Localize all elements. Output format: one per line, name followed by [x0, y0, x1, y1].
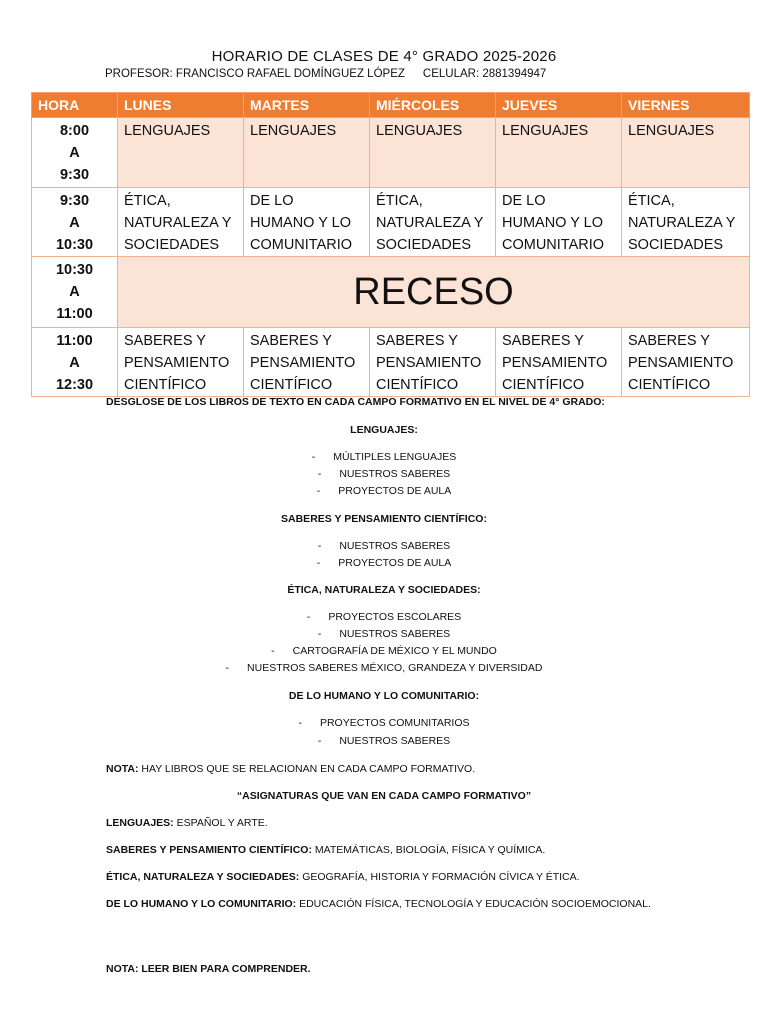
note-label: NOTA:: [106, 763, 139, 775]
note-text: HAY LIBROS QUE SE RELACIONAN EN CADA CAMPO FORMATIVO.: [138, 763, 476, 775]
hour-start: 10:30: [55, 262, 94, 278]
column-header-tuesday: MARTES: [244, 93, 370, 118]
class-name-line: SABERES Y: [502, 333, 584, 349]
class-cell: [622, 328, 750, 397]
book-name: NUESTROS SABERES: [339, 628, 451, 640]
subject-line: [106, 898, 651, 910]
book-list-item: - PROYECTOS COMUNITARIOS: [298, 717, 470, 729]
class-name-line: PENSAMIENTO: [250, 355, 356, 371]
book-list-item: - NUESTROS SABERES: [317, 540, 451, 552]
subject-list: MATEMÁTICAS, BIOLOGÍA, FÍSICA Y QUÍMICA.: [311, 844, 546, 856]
subject-list: EDUCACIÓN FÍSICA, TECNOLOGÍA Y EDUCACIÓN SOCIOEMOCIONAL.: [296, 898, 651, 910]
book-name: CARTOGRAFÍA DE MÉXICO Y EL MUNDO: [292, 645, 497, 657]
class-name-line: CIENTÍFICO: [250, 377, 333, 393]
class-name-line: CIENTÍFICO: [124, 377, 207, 393]
hour-end: 9:30: [59, 167, 90, 183]
class-cell: [118, 188, 244, 257]
hour-start: 8:00: [59, 123, 90, 139]
class-name-line: PENSAMIENTO: [124, 355, 230, 371]
column-header-monday: LUNES: [118, 93, 244, 118]
class-name-line: COMUNITARIO: [502, 237, 605, 253]
final-note: NOTA: LEER BIEN PARA COMPRENDER.: [106, 963, 311, 975]
class-name-line: NATURALEZA Y: [124, 215, 232, 231]
breakdown-intro: DESGLOSE DE LOS LIBROS DE TEXTO EN CADA CAMPO FORMATIVO EN EL NIVEL DE 4° GRADO:: [106, 396, 605, 408]
book-name: MÚLTIPLES LENGUAJES: [333, 451, 457, 463]
subjects-heading: “ASIGNATURAS QUE VAN EN CADA CAMPO FORMATIVO”: [236, 790, 532, 802]
class-name-line: HUMANO Y LO: [502, 215, 603, 231]
class-cell: [622, 188, 750, 257]
book-list-item: - NUESTROS SABERES: [317, 735, 451, 747]
class-name-line: ÉTICA,: [628, 193, 675, 209]
book-list-item: - NUESTROS SABERES MÉXICO, GRANDEZA Y DIVERSIDAD: [225, 662, 543, 674]
book-name: PROYECTOS DE AULA: [338, 485, 452, 497]
book-name: PROYECTOS ESCOLARES: [328, 611, 462, 623]
class-name-line: ÉTICA,: [376, 193, 423, 209]
class-name-line: SOCIEDADES: [124, 237, 220, 253]
group-heading-saberes: SABERES Y PENSAMIENTO CIENTÍFICO:: [281, 513, 487, 525]
hour-start: 11:00: [56, 333, 93, 349]
book-name: PROYECTOS DE AULA: [338, 557, 452, 569]
class-cell: [496, 118, 622, 188]
schedule-row: [32, 118, 750, 188]
hour-separator: A: [69, 215, 80, 231]
class-cell: [622, 118, 750, 188]
class-name-line: SABERES Y: [628, 333, 710, 349]
class-name: LENGUAJES: [124, 123, 211, 139]
column-header-hour: HORA: [32, 93, 118, 118]
book-list-item: - CARTOGRAFÍA DE MÉXICO Y EL MUNDO: [271, 645, 497, 657]
schedule-table: [31, 92, 750, 397]
hour-separator: A: [69, 355, 80, 371]
class-name-line: PENSAMIENTO: [376, 355, 482, 371]
column-header-wednesday: MIÉRCOLES: [370, 93, 496, 118]
book-name: NUESTROS SABERES MÉXICO, GRANDEZA Y DIVERSIDAD: [247, 662, 543, 674]
book-name: PROYECTOS COMUNITARIOS: [319, 717, 470, 729]
schedule-row: [32, 328, 750, 397]
note-related-books: [106, 763, 475, 775]
class-name: LENGUAJES: [250, 123, 337, 139]
class-name-line: NATURALEZA Y: [376, 215, 484, 231]
subject-list: GEOGRAFÍA, HISTORIA Y FORMACIÓN CÍVICA Y ÉTICA.: [299, 871, 580, 883]
class-name-line: ÉTICA,: [124, 193, 171, 209]
book-list-item: - MÚLTIPLES LENGUAJES: [311, 451, 457, 463]
schedule-row-recess: [32, 257, 750, 328]
hour-separator: A: [69, 145, 80, 161]
hour-end: 10:30: [55, 237, 94, 253]
class-name-line: SABERES Y: [250, 333, 332, 349]
class-name-line: COMUNITARIO: [250, 237, 353, 253]
class-cell: [370, 188, 496, 257]
class-cell: [244, 118, 370, 188]
subject-line: [106, 844, 545, 856]
class-cell: [244, 328, 370, 397]
group-heading-etica: ÉTICA, NATURALEZA Y SOCIEDADES:: [287, 584, 481, 596]
column-header-thursday: JUEVES: [496, 93, 622, 118]
class-name-line: NATURALEZA Y: [628, 215, 736, 231]
book-list-item: - PROYECTOS ESCOLARES: [306, 611, 462, 623]
class-name-line: SOCIEDADES: [628, 237, 724, 253]
book-name: NUESTROS SABERES: [339, 540, 451, 552]
class-cell: [118, 328, 244, 397]
book-list-item: - PROYECTOS DE AULA: [316, 485, 452, 497]
column-header-friday: VIERNES: [622, 93, 750, 118]
class-name: LENGUAJES: [628, 123, 715, 139]
book-name: NUESTROS SABERES: [339, 468, 451, 480]
class-name-line: PENSAMIENTO: [502, 355, 608, 371]
teacher-phone: CELULAR: 2881394947: [422, 68, 547, 80]
book-list-item: - NUESTROS SABERES: [317, 628, 451, 640]
page-title: HORARIO DE CLASES DE 4° GRADO 2025-2026: [211, 48, 557, 65]
subject-field: LENGUAJES:: [106, 817, 174, 829]
class-name: LENGUAJES: [376, 123, 463, 139]
book-name: NUESTROS SABERES: [339, 735, 451, 747]
schedule-header-row: [32, 93, 750, 118]
class-cell: [496, 188, 622, 257]
book-list-item: - NUESTROS SABERES: [317, 468, 451, 480]
class-name: LENGUAJES: [502, 123, 589, 139]
class-name-line: CIENTÍFICO: [502, 377, 585, 393]
hour-cell: [32, 257, 118, 328]
class-name-line: SOCIEDADES: [376, 237, 472, 253]
book-list-item: - PROYECTOS DE AULA: [316, 557, 452, 569]
subject-line: [106, 817, 268, 829]
schedule-row: [32, 188, 750, 257]
class-name-line: CIENTÍFICO: [628, 377, 711, 393]
class-cell: [496, 328, 622, 397]
class-name-line: DE LO: [250, 193, 294, 209]
group-heading-humano: DE LO HUMANO Y LO COMUNITARIO:: [288, 690, 480, 702]
class-cell: [118, 118, 244, 188]
teacher-name: PROFESOR: FRANCISCO RAFAEL DOMÍNGUEZ LÓPEZ: [105, 68, 405, 80]
class-name-line: SABERES Y: [376, 333, 458, 349]
hour-cell: [32, 118, 118, 188]
class-cell: [244, 188, 370, 257]
class-name-line: PENSAMIENTO: [628, 355, 734, 371]
class-name-line: DE LO: [502, 193, 546, 209]
hour-end: 11:00: [56, 306, 93, 322]
subject-field: SABERES Y PENSAMIENTO CIENTÍFICO:: [106, 844, 312, 856]
subject-list: ESPAÑOL Y ARTE.: [173, 817, 268, 829]
recess-cell: RECESO: [118, 257, 750, 328]
class-name-line: CIENTÍFICO: [376, 377, 459, 393]
hour-start: 9:30: [59, 193, 90, 209]
group-heading-lenguajes: LENGUAJES:: [350, 424, 418, 436]
teacher-info: [105, 68, 546, 80]
class-cell: [370, 118, 496, 188]
class-name-line: HUMANO Y LO: [250, 215, 351, 231]
class-cell: [370, 328, 496, 397]
subject-field: ÉTICA, NATURALEZA Y SOCIEDADES:: [106, 871, 300, 883]
hour-cell: [32, 328, 118, 397]
hour-separator: A: [69, 284, 80, 300]
class-name-line: SABERES Y: [124, 333, 206, 349]
subject-field: DE LO HUMANO Y LO COMUNITARIO:: [106, 898, 297, 910]
hour-cell: [32, 188, 118, 257]
hour-end: 12:30: [55, 377, 94, 393]
subject-line: [106, 871, 580, 883]
